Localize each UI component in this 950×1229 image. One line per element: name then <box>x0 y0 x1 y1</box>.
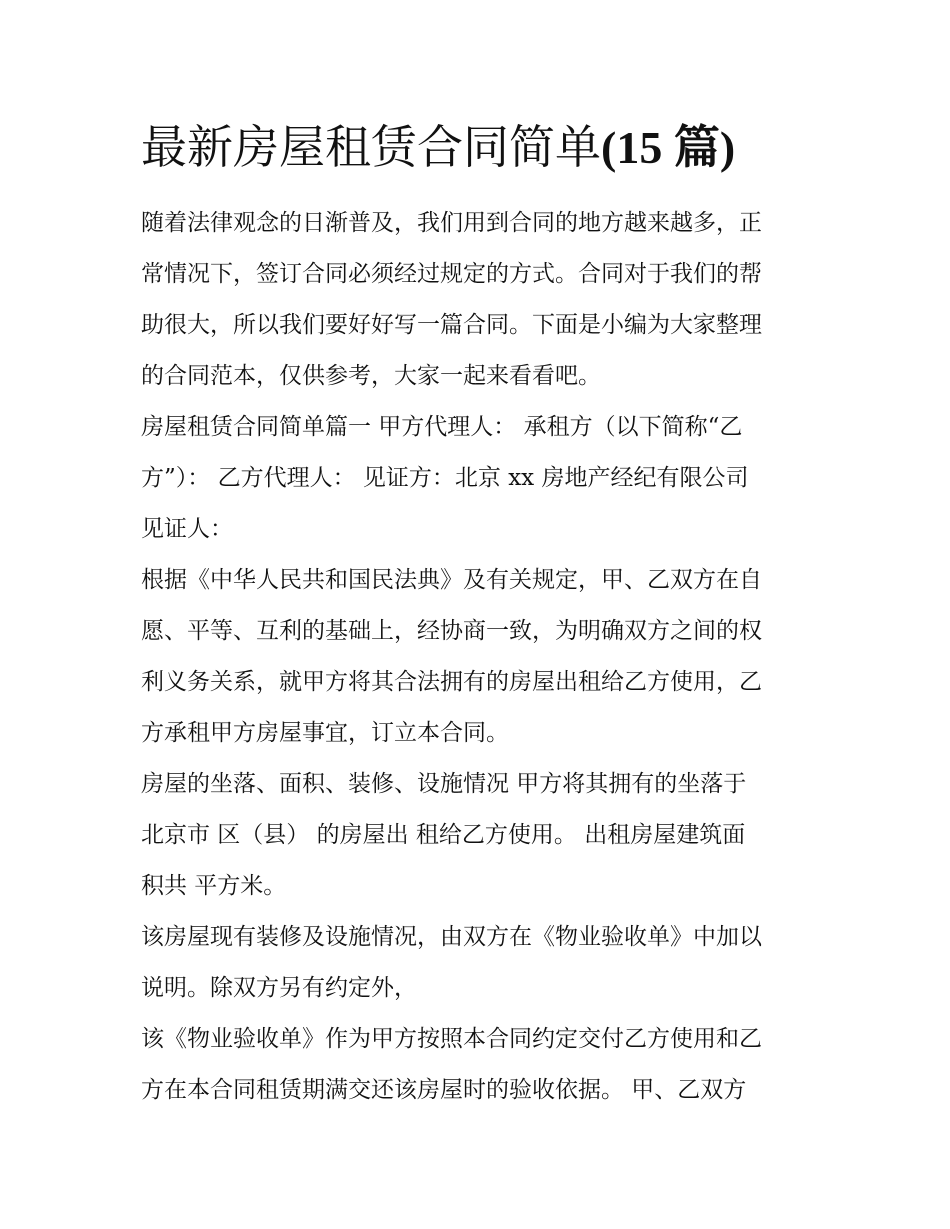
text-line: 根据《中华人民共和国民法典》及有关规定，甲、乙双方在自 <box>141 567 762 593</box>
text-line: 助很大，所以我们要好好写一篇合同。下面是小编为大家整理 <box>141 312 762 338</box>
text-line: 北京市 区（县） 的房屋出 租给乙方使用。 出租房屋建筑面 <box>141 822 746 848</box>
text-line: 方在本合同租赁期满交还该房屋时的验收依据。 甲、乙双方 <box>141 1077 747 1103</box>
text-line: 方承租甲方房屋事宜，订立本合同。 <box>141 720 509 746</box>
text-line: 该房屋现有装修及设施情况，由双方在《物业验收单》中加以 <box>141 924 762 950</box>
text-line: 的合同范本，仅供参考，大家一起来看看吧。 <box>141 363 601 389</box>
text-line: 房屋租赁合同简单篇一 甲方代理人： 承租方（以下简称“乙 <box>141 414 743 440</box>
text-line: 常情况下，签订合同必须经过规定的方式。合同对于我们的帮 <box>141 261 762 287</box>
text-line: 房屋的坐落、面积、装修、设施情况 甲方将其拥有的坐落于 <box>141 771 747 797</box>
text-line: 说明。除双方另有约定外， <box>141 975 417 1001</box>
text-line: 随着法律观念的日渐普及，我们用到合同的地方越来越多，正 <box>141 210 762 236</box>
title-count: (15 篇) <box>601 122 736 173</box>
title-text: 最新房屋租赁合同简单 <box>141 120 601 174</box>
document-body <box>141 198 813 1116</box>
document-title <box>141 115 841 180</box>
text-line: 利义务关系，就甲方将其合法拥有的房屋出租给乙方使用，乙 <box>141 669 762 695</box>
text-line: 见证人： <box>141 516 233 542</box>
text-line: 积共 平方米。 <box>141 873 287 899</box>
text-line: 该《物业验收单》作为甲方按照本合同约定交付乙方使用和乙 <box>141 1026 762 1052</box>
text-line: 愿、平等、互利的基础上，经协商一致，为明确双方之间的权 <box>141 618 762 644</box>
text-line: 方”）： 乙方代理人： 见证方：北京 xx 房地产经纪有限公司 <box>141 465 749 491</box>
